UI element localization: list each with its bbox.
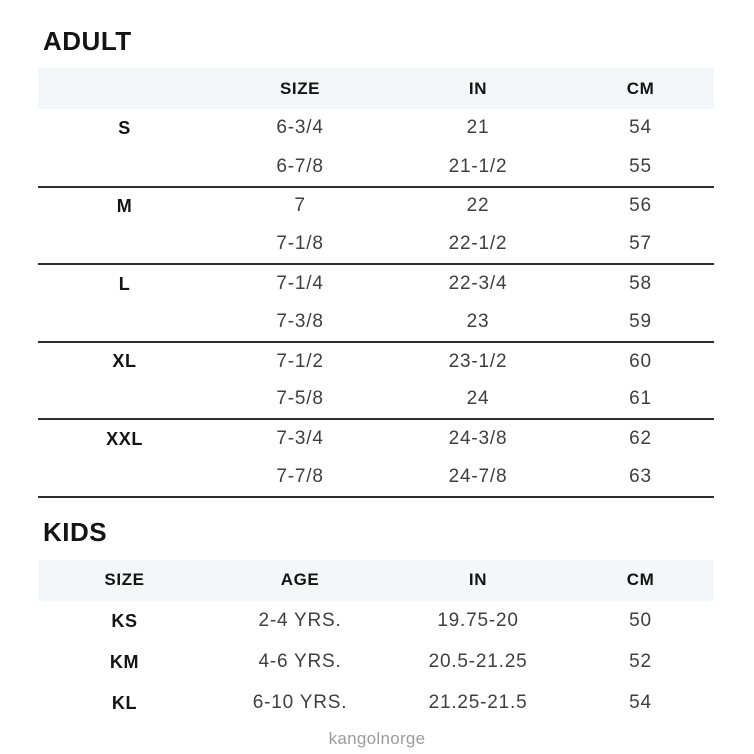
column-header: AGE — [211, 560, 389, 601]
value-cell: 62 — [629, 428, 652, 450]
value-cell: 59 — [567, 303, 714, 342]
table-row — [38, 303, 714, 342]
row-label-cell: S — [118, 117, 131, 138]
adult-section-title: ADULT — [43, 26, 132, 56]
table-row — [38, 458, 714, 497]
header-row — [38, 560, 714, 601]
value-cell: 7-3/4 — [276, 428, 324, 450]
row-label-cell: KM — [109, 651, 140, 672]
row-label-cell — [38, 148, 211, 187]
table-row — [38, 419, 714, 458]
value-cell: 21 — [466, 117, 490, 139]
value-cell: 21.25-21.5 — [428, 692, 528, 714]
column-header: CM — [567, 68, 714, 109]
value-cell: 24-3/8 — [448, 428, 508, 450]
row-label-cell — [38, 303, 211, 342]
row-label-cell — [38, 225, 211, 264]
row-label-cell: XL — [112, 351, 137, 372]
value-cell: 63 — [567, 458, 714, 497]
value-cell: 6-10 YRS. — [252, 692, 348, 714]
value-cell: 50 — [629, 610, 652, 632]
value-cell: 23-1/2 — [448, 350, 508, 372]
column-header: IN — [389, 560, 567, 601]
value-cell: 22-3/4 — [448, 273, 508, 295]
adult-table-body — [38, 109, 714, 497]
table-row — [38, 683, 714, 724]
value-cell: 7-5/8 — [211, 381, 389, 420]
value-cell: 56 — [629, 195, 652, 217]
value-cell: 54 — [629, 692, 652, 714]
value-cell: 6-7/8 — [211, 148, 389, 187]
table-row — [38, 109, 714, 148]
value-cell: 52 — [629, 651, 652, 673]
column-header: IN — [389, 68, 567, 109]
value-cell: 61 — [567, 381, 714, 420]
row-label-cell — [38, 381, 211, 420]
kids-section-title: KIDS — [43, 516, 108, 547]
table-row — [38, 225, 714, 264]
value-cell: 60 — [629, 350, 652, 372]
adult-size-section — [38, 28, 714, 498]
table-row — [38, 187, 714, 226]
value-cell: 21-1/2 — [389, 148, 567, 187]
row-label-cell: L — [118, 273, 131, 294]
column-header: SIZE — [38, 560, 211, 601]
table-row — [38, 264, 714, 303]
value-cell: 54 — [629, 117, 652, 139]
value-cell: 7-1/4 — [276, 273, 324, 295]
row-label-cell — [38, 458, 211, 497]
value-cell: 22 — [466, 195, 490, 217]
value-cell: 58 — [629, 273, 652, 295]
value-cell: 7-1/8 — [211, 225, 389, 264]
column-header: SIZE — [211, 68, 389, 109]
row-label-cell: KL — [111, 692, 138, 713]
row-label-cell: XXL — [106, 428, 143, 449]
kids-table-body — [38, 601, 714, 724]
header-row — [38, 68, 714, 109]
value-cell: 24-7/8 — [389, 458, 567, 497]
value-cell: 24 — [389, 381, 567, 420]
column-header: CM — [567, 560, 714, 601]
value-cell: 7-3/8 — [211, 303, 389, 342]
value-cell: 57 — [567, 225, 714, 264]
value-cell: 7-7/8 — [211, 458, 389, 497]
table-row — [38, 148, 714, 187]
value-cell: 7 — [294, 195, 306, 217]
adult-size-table — [38, 68, 714, 498]
table-row — [38, 642, 714, 683]
value-cell: 23 — [389, 303, 567, 342]
table-row — [38, 381, 714, 420]
value-cell: 22-1/2 — [389, 225, 567, 264]
row-label-cell: M — [116, 195, 133, 216]
column-header — [38, 68, 211, 109]
table-row — [38, 601, 714, 642]
watermark-brand-text: kangolnorge — [328, 728, 426, 748]
kids-size-table — [38, 560, 714, 724]
value-cell: 4-6 YRS. — [258, 651, 342, 673]
value-cell: 6-3/4 — [276, 117, 324, 139]
adult-table-header — [38, 68, 714, 109]
row-label-cell: KS — [111, 610, 138, 631]
kids-table-header — [38, 560, 714, 601]
value-cell: 7-1/2 — [276, 350, 324, 372]
value-cell: 55 — [567, 148, 714, 187]
value-cell: 19.75-20 — [437, 610, 519, 632]
value-cell: 2-4 YRS. — [258, 610, 342, 632]
value-cell: 20.5-21.25 — [428, 651, 528, 673]
table-row — [38, 342, 714, 381]
kids-size-section — [38, 516, 714, 724]
